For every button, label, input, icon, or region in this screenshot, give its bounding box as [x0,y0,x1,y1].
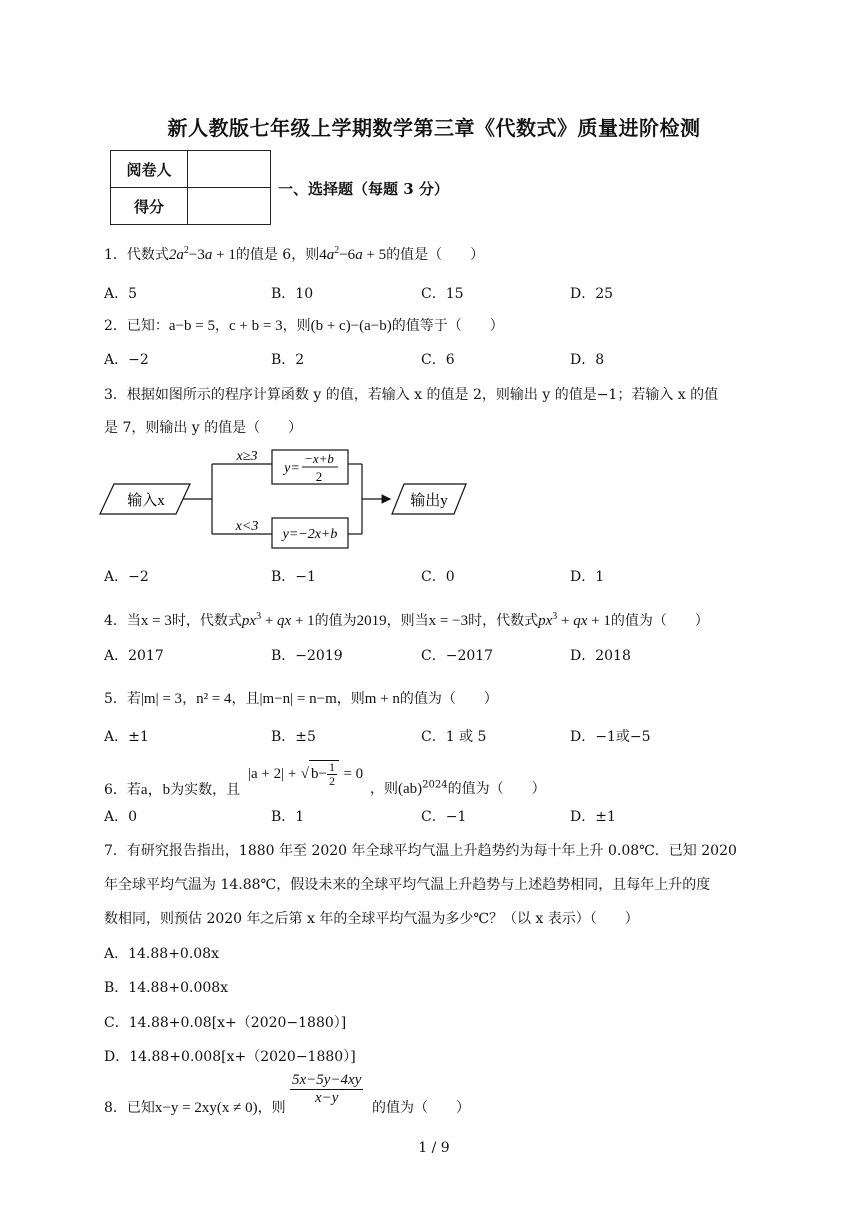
q7-option-d: D．14.88+0.008[x+（2020−1880）] [104,1049,356,1065]
q8-tail: 的值为（ ） [372,1100,470,1116]
q2-option-c: C．6 [421,352,455,368]
q3-option-c: C．0 [421,569,455,585]
q5-option-c: C．1 或 5 [421,729,487,745]
q2-option-d: D．8 [570,352,605,368]
page-title: 新人教版七年级上学期数学第三章《代数式》质量进阶检测 [167,116,701,140]
q2-expr3: (b + c)−(a−b) [310,318,392,334]
q2-expr2: c + b = 3 [229,318,283,334]
q4-option-c: C．−2017 [421,648,494,664]
q3-option-d: D．1 [570,569,605,585]
q3-flowchart [0,444,868,554]
bottom-formula: y=−2x+b [282,527,338,542]
q3-option-a: A．−2 [104,569,149,585]
q4-expr1: x = 3 [140,613,172,629]
question-4: 4．当x = 3时，代数式$px^3$ + qx + 1的值为2019，则当x = −3时，代数式$px^3$ + qx + 1的值为（ ） [104,611,709,629]
question-5: 5．若|m| = 3，n² = 4，且|m−n| = n−m，则m + n的值为（ ） [104,691,498,707]
question-7-line-2: 年全球平均气温为 14.88℃，假设未来的全球平均气温上升趋势与上述趋势相同，且每年上升的度 [104,877,711,893]
condition-bottom: x<3 [235,519,259,534]
q1-option-d: D．25 [570,286,614,302]
q5-expr3: |m−n| = n−m [259,691,337,707]
section-heading: 一、选择题（每题 3 分） [278,180,449,198]
reviewer-cell [188,151,271,188]
top-formula-denominator: 2 [315,469,323,484]
q6-tail: ，则(ab)$^{2024}$的值为（ ） [370,779,546,797]
input-label: 输入x [127,493,165,509]
q6-condition: |a + 2| + √ b− $\frac{1}{2}$ = 0 [248,760,364,789]
page-number: 1 / 9 [418,1140,450,1156]
q1-option-a: A．5 [104,286,138,302]
question-1: 1．代数式$2a^2-3a + 1$的值是 6，则$4a^2-6a + 5$的值是（ ） [104,245,485,263]
q3-option-b: B．−1 [271,569,316,585]
top-formula-prefix: y= [284,461,300,476]
score-cell [188,188,271,225]
question-7-line-1: 7．有研究报告指出，1880 年至 2020 年全球平均气温上升趋势约为每十年上升 0.08℃．已知 2020 [104,843,737,859]
q7-option-c: C．14.88+0.08[x+（2020−1880）] [104,1015,347,1031]
q2-expr1: a−b = 5 [168,318,215,334]
q4-option-a: A．2017 [104,648,164,664]
q6-option-b: B．1 [271,809,305,825]
q6-option-c: C．−1 [421,809,467,825]
score-label: 得分 [111,188,188,225]
q8-expr1: x−y = 2xy(x ≠ 0) [154,1100,258,1116]
q5-expr1: |m| = 3 [140,691,183,707]
q1-option-c: C．15 [421,286,464,302]
q5-option-a: A．±1 [104,729,149,745]
question-7-line-3: 数相同，则预估 2020 年之后第 x 年的全球平均气温为多少℃？（以 x 表示）（ ） [104,911,639,927]
question-2: 2．已知：a−b = 5，c + b = 3，则(b + c)−(a−b)的值等于（ ） [104,318,504,334]
q5-option-b: B．±5 [271,729,316,745]
q1-option-b: B．10 [271,286,314,302]
condition-top: x≥3 [236,449,258,464]
output-label: 输出y [410,493,448,509]
score-table [110,150,271,225]
q8-fraction: $\frac{5x-5y-4xy}{x-y}$ [292,1072,362,1106]
q7-option-b: B．14.88+0.008x [104,980,229,996]
q4-expr2: $px^3$ + qx + 1 [241,611,315,629]
q5-option-d: D．−1或−5 [570,729,651,745]
q6-option-d: D．±1 [570,809,616,825]
q4-option-d: D．2018 [570,648,631,664]
question-3-line-1: 3．根据如图所示的程序计算函数 y 的值，若输入 x 的值是 2，则输出 y 的值是−1；若输入 x 的值 [104,387,719,403]
q2-option-a: A．−2 [104,352,149,368]
q4-option-b: B．−2019 [271,648,343,664]
reviewer-label: 阅卷人 [111,151,188,188]
question-6: 6．若a，b为实数，且 [104,782,241,798]
q1-expr1: $2a^2-3a + 1$ [168,245,236,263]
q5-expr4: m + n [364,691,400,707]
top-formula-numerator: −x+b [304,451,334,466]
q6-expr1: a，b [140,782,171,798]
question-8: 8．已知x−y = 2xy(x ≠ 0)，则 [104,1100,286,1116]
q5-expr2: n² = 4 [196,691,232,707]
q2-option-b: B．2 [271,352,305,368]
q6-option-a: A．0 [104,809,138,825]
q4-expr5: $px^3$ + qx + 1 [538,611,611,629]
q4-expr4: x = −3 [428,613,469,629]
q4-expr3: 2019 [356,613,387,629]
question-3-line-2: 是 7，则输出 y 的值是（ ） [104,420,303,436]
q7-option-a: A．14.88+0.08x [104,946,219,962]
q1-expr2: $4a^2-6a + 5$ [319,245,387,263]
